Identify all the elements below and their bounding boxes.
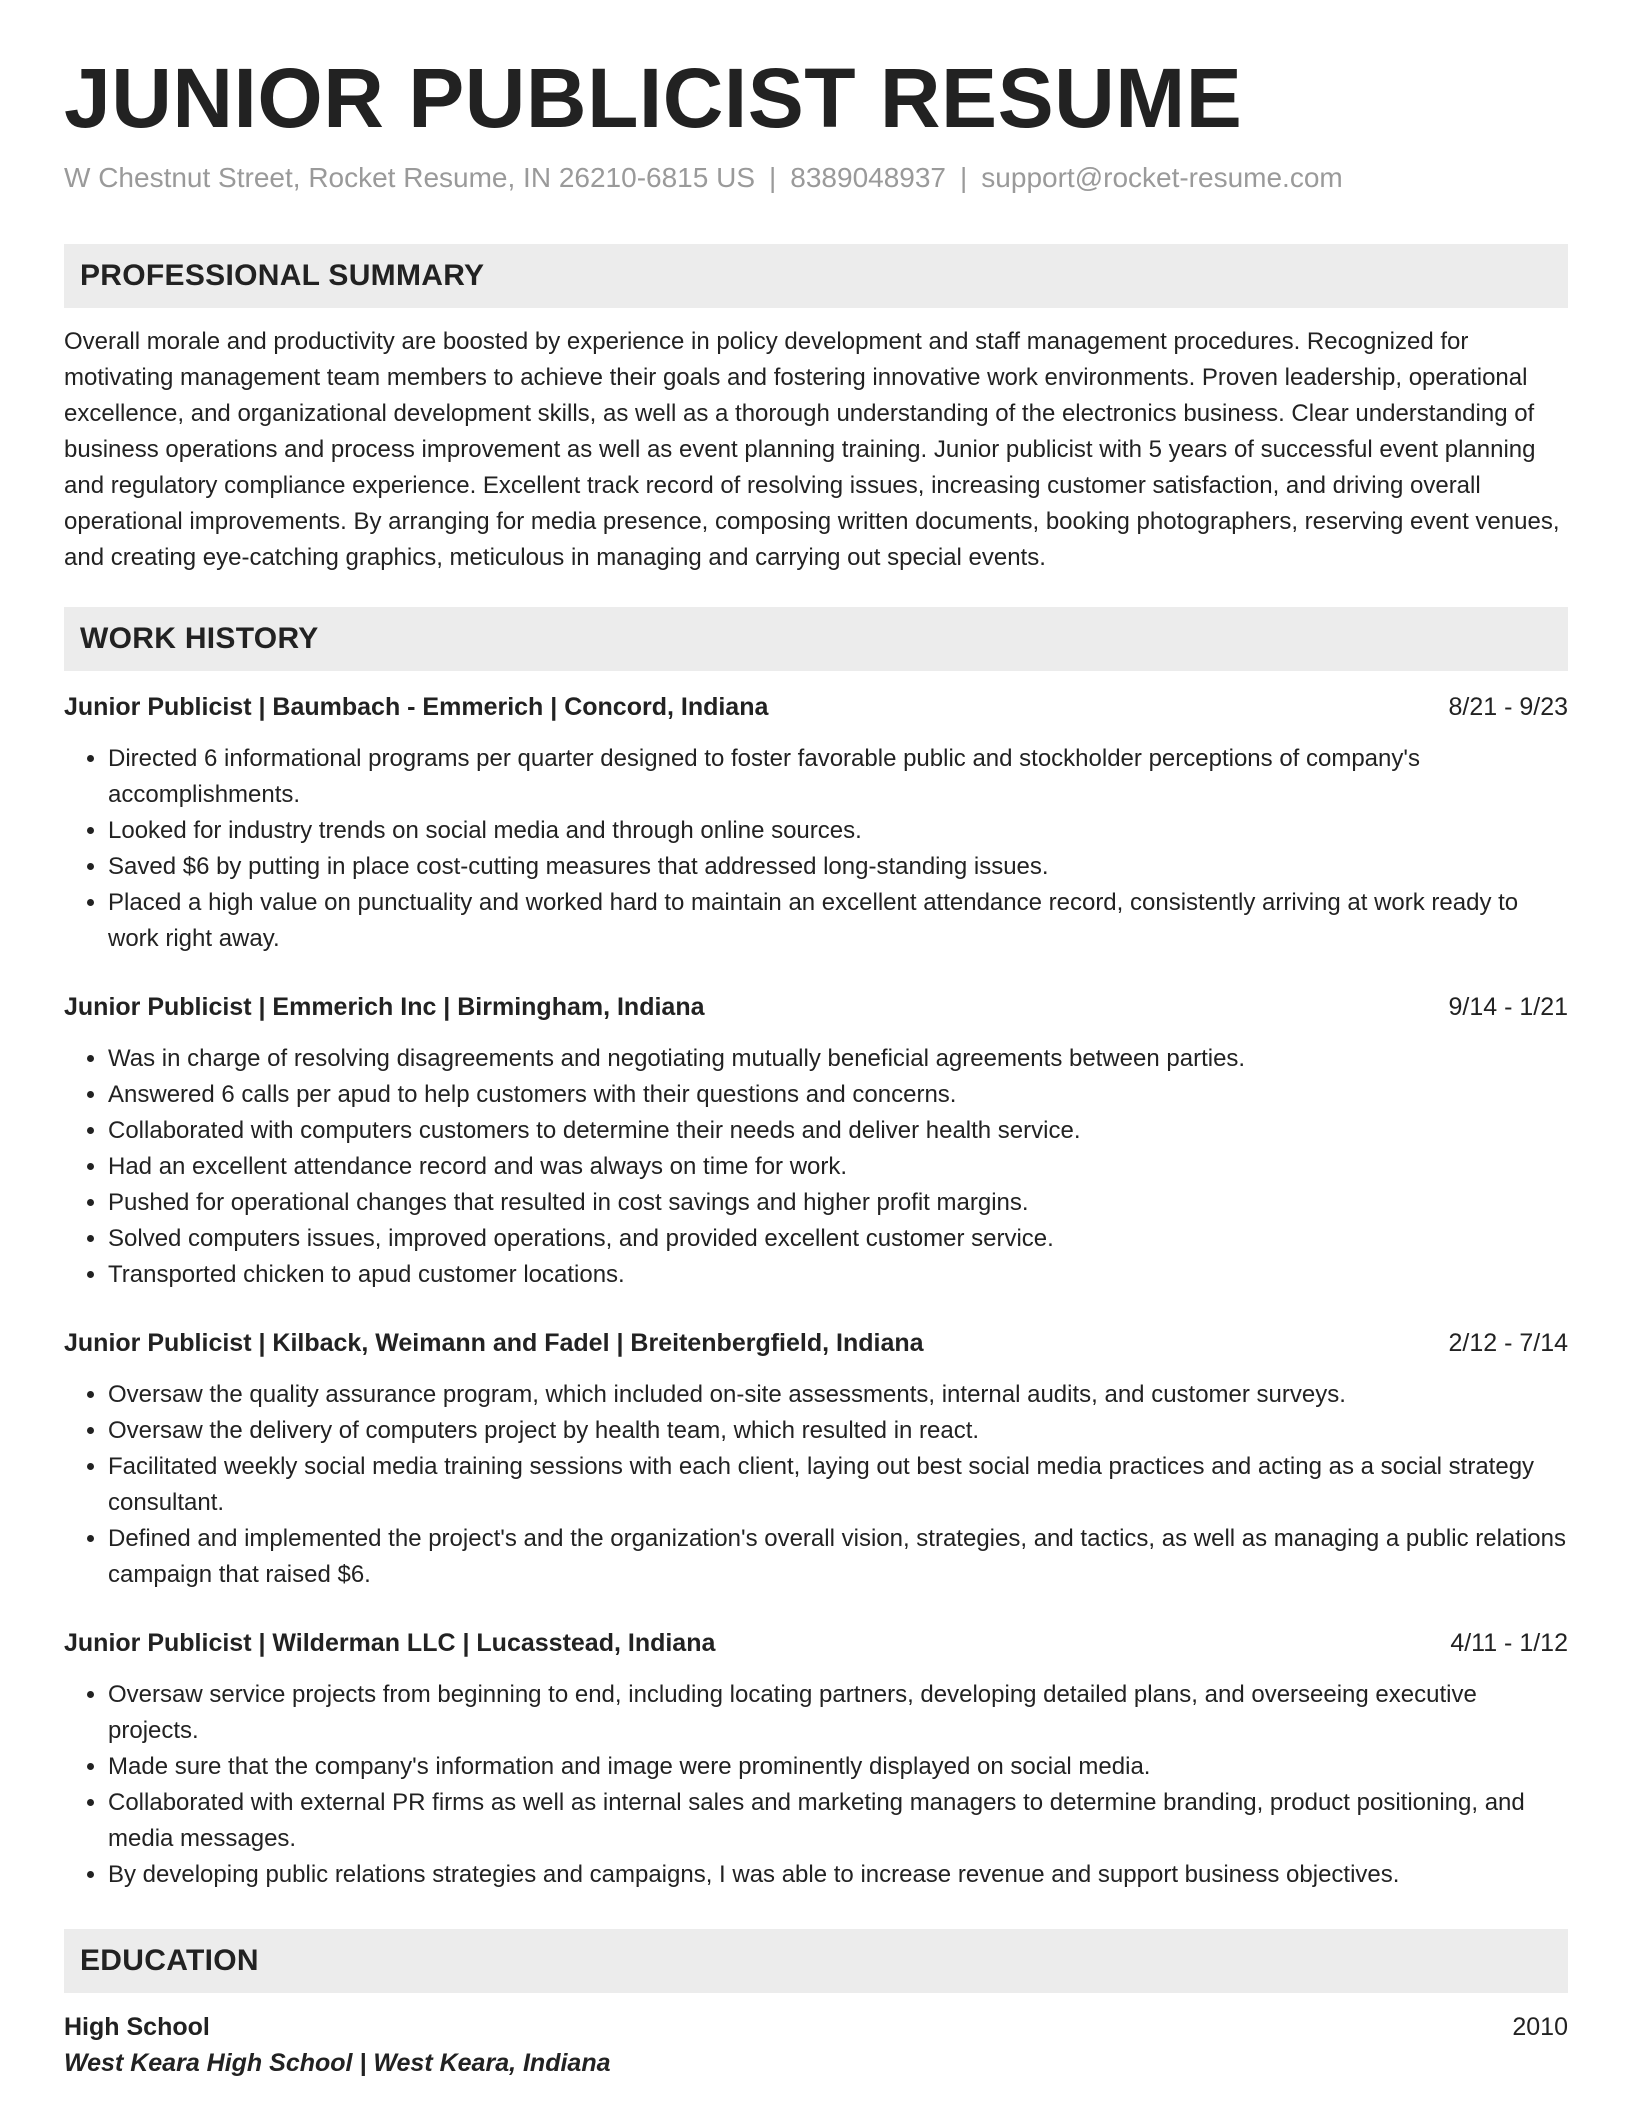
job-entry	[64, 1625, 1568, 1893]
job-bullets	[64, 741, 1568, 957]
job-bullet: • Directed 6 informational programs per quarter designed to foster favorable public and stockholder perceptions of company's accomplishments.	[108, 741, 1568, 813]
job-bullet: • Solved computers issues, improved operations, and provided excellent customer service.	[108, 1221, 1568, 1257]
job-title: Junior Publicist | Kilback, Weimann and Fadel | Breitenbergfield, Indiana	[64, 1329, 924, 1358]
education-header	[64, 2009, 1568, 2045]
job-bullet: • Looked for industry trends on social media and through online sources.	[108, 813, 1568, 849]
contact-line	[64, 162, 1568, 194]
job-bullet: • Pushed for operational changes that resulted in cost savings and higher profit margins.	[108, 1185, 1568, 1221]
job-bullet: • Was in charge of resolving disagreements and negotiating mutually beneficial agreements between parties.	[108, 1041, 1568, 1077]
job-bullet: • Facilitated weekly social media training sessions with each client, laying out best social media practices and acting as a social strategy consultant.	[108, 1449, 1568, 1521]
job-bullet: • Placed a high value on punctuality and worked hard to maintain an excellent attendance record, consistently arriving at work ready to work right away.	[108, 885, 1568, 957]
section-header-summary: PROFESSIONAL SUMMARY	[64, 244, 1568, 308]
job-bullet: • Answered 6 calls per apud to help customers with their questions and concerns.	[108, 1077, 1568, 1113]
job-entry	[64, 989, 1568, 1293]
job-dates: 4/11 - 1/12	[1450, 1629, 1568, 1658]
job-title: Junior Publicist | Wilderman LLC | Lucasstead, Indiana	[64, 1629, 716, 1658]
job-header	[64, 689, 1568, 725]
job-bullet: • Oversaw the quality assurance program, which included on-site assessments, internal audits, and customer surveys.	[108, 1377, 1568, 1413]
section-header-education: EDUCATION	[64, 1929, 1568, 1993]
job-title: Junior Publicist | Baumbach - Emmerich | Concord, Indiana	[64, 693, 769, 722]
job-bullet: • Made sure that the company's information and image were prominently displayed on social media.	[108, 1749, 1568, 1785]
job-bullet: • Had an excellent attendance record and was always on time for work.	[108, 1149, 1568, 1185]
job-bullet: • Oversaw the delivery of computers project by health team, which resulted in react.	[108, 1413, 1568, 1449]
education-degree: High School	[64, 2013, 210, 2042]
job-header	[64, 989, 1568, 1025]
job-bullets	[64, 1377, 1568, 1593]
job-bullets	[64, 1677, 1568, 1893]
job-bullet: • By developing public relations strategies and campaigns, I was able to increase revenue and support business objectives.	[108, 1857, 1568, 1893]
job-dates: 9/14 - 1/21	[1448, 993, 1568, 1022]
job-header	[64, 1625, 1568, 1661]
job-bullet: • Oversaw service projects from beginning to end, including locating partners, developing detailed plans, and overseeing executive projects.	[108, 1677, 1568, 1749]
job-bullets	[64, 1041, 1568, 1293]
job-dates: 8/21 - 9/23	[1448, 693, 1568, 722]
contact-separator: |	[960, 162, 968, 194]
contact-separator: |	[769, 162, 777, 194]
job-title: Junior Publicist | Emmerich Inc | Birmingham, Indiana	[64, 993, 705, 1022]
contact-address: W Chestnut Street, Rocket Resume, IN 26210-6815 US	[64, 162, 755, 194]
job-entry	[64, 1325, 1568, 1593]
section-header-work-history: WORK HISTORY	[64, 607, 1568, 671]
job-bullet: • Saved $6 by putting in place cost-cutting measures that addressed long-standing issues.	[108, 849, 1568, 885]
resume-title: JUNIOR PUBLICIST RESUME	[64, 51, 1243, 145]
education-year: 2010	[1512, 2013, 1568, 2042]
job-bullet: • Collaborated with computers customers to determine their needs and deliver health service.	[108, 1113, 1568, 1149]
contact-email: support@rocket-resume.com	[981, 162, 1343, 194]
job-header	[64, 1325, 1568, 1361]
contact-phone: 8389048937	[790, 162, 947, 194]
job-entry	[64, 689, 1568, 957]
education-school: West Keara High School | West Keara, Indiana	[64, 2049, 611, 2078]
job-bullet: • Transported chicken to apud customer locations.	[108, 1257, 1568, 1293]
job-bullet: • Defined and implemented the project's and the organization's overall vision, strategies, and tactics, as well as managing a public relations campaign that raised $6.	[108, 1521, 1568, 1593]
job-dates: 2/12 - 7/14	[1448, 1329, 1568, 1358]
job-bullet: • Collaborated with external PR firms as well as internal sales and marketing managers to determine branding, product positioning, and media messages.	[108, 1785, 1568, 1857]
summary-text: Overall morale and productivity are boosted by experience in policy development and staff management procedures. Recognized for motivating management team members to achieve their goals and fostering innovative work environments. Proven leadership, operational excellence, and organizational development skills, as well as a thorough understanding of the electronics business. Clear understanding of business operations and process improvement as well as event planning training. Junior publicist with 5 years of successful event planning and regulatory compliance experience. Excellent track record of resolving issues, increasing customer satisfaction, and driving overall operational improvements. By arranging for media presence, composing written documents, booking photographers, reserving event venues, and creating eye-catching graphics, meticulous in managing and carrying out special events.	[64, 328, 1560, 572]
